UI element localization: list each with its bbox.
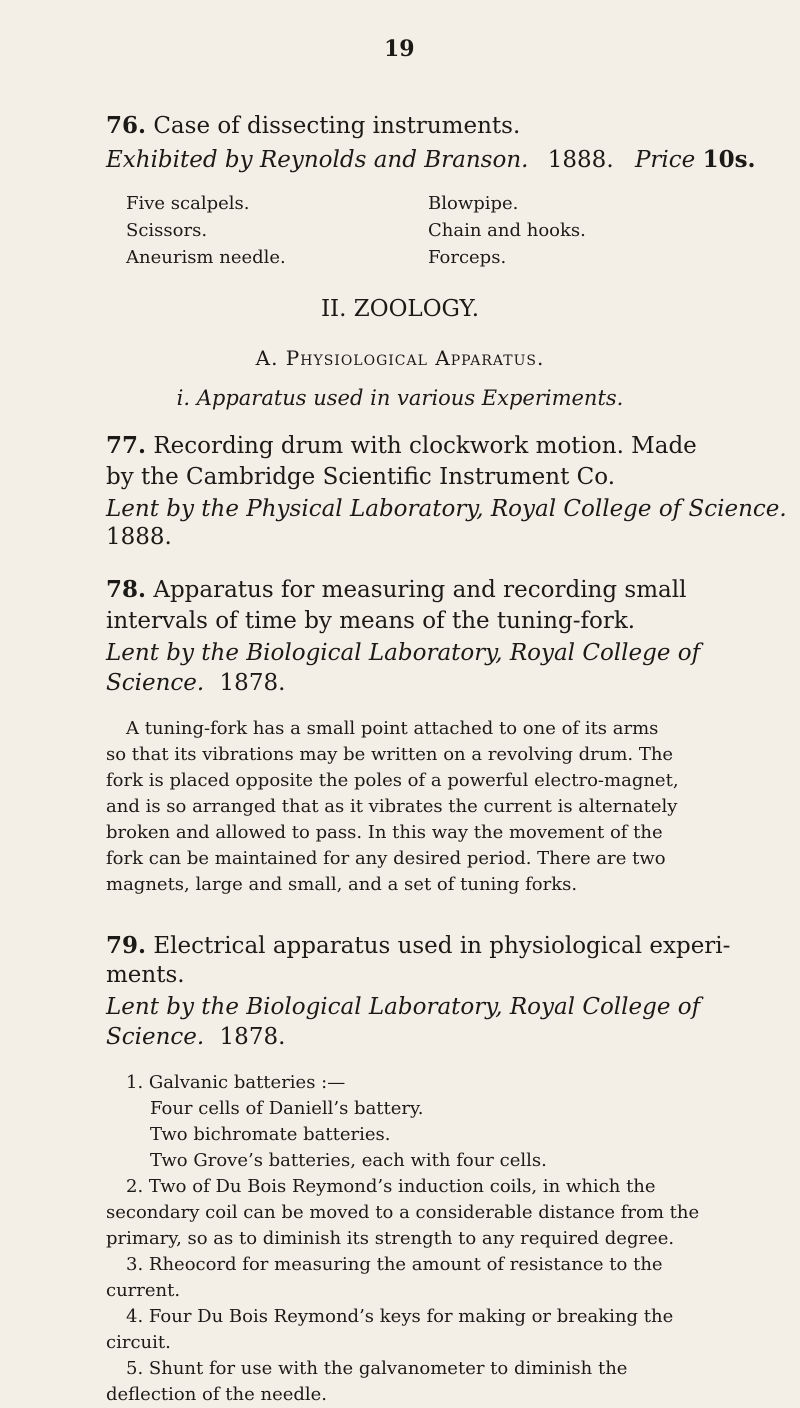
- list-item: primary, so as to diminish its strength to any required degree.: [106, 1228, 675, 1249]
- entry-76-exhibited: Exhibited by Reynolds and Branson.: [106, 147, 529, 173]
- entry-76-heading: [106, 112, 520, 139]
- entry-79-list: [106, 1070, 699, 1408]
- entry-76-price-label: Price: [634, 147, 696, 173]
- subsubsection-heading: i. Apparatus used in various Experiments.: [176, 386, 624, 410]
- list-item: Aneurism needle.: [126, 247, 286, 268]
- description-line: fork can be maintained for any desired period. There are two: [106, 848, 666, 869]
- entry-78-heading: [106, 576, 686, 603]
- entry-79-line2: ments.: [106, 962, 185, 988]
- entry-76-year: 1888.: [547, 147, 614, 173]
- entry-76-number: 76.: [106, 112, 147, 139]
- list-item: 5. Shunt for use with the galvanometer to diminish the: [126, 1358, 628, 1379]
- entry-76-price-value: 10s.: [702, 146, 756, 173]
- entry-77-line1: Recording drum with clockwork motion. Made: [153, 433, 697, 459]
- entry-78-year: 1878.: [219, 670, 286, 696]
- description-line: A tuning-fork has a small point attached to one of its arms: [126, 718, 659, 739]
- entry-79-number: 79.: [106, 932, 147, 959]
- entry-79-line1: Electrical apparatus used in physiological experi-: [153, 933, 731, 959]
- entry-78-line1: Apparatus for measuring and recording small: [153, 577, 687, 603]
- entry-76-items-left: [126, 190, 286, 271]
- page-number: 19: [384, 36, 415, 62]
- entry-76-exhibited-line: [106, 146, 756, 173]
- section-heading: II. ZOOLOGY.: [320, 296, 480, 322]
- entry-76-items-right: [428, 190, 586, 271]
- list-item: 4. Four Du Bois Reymond’s keys for making or breaking the: [126, 1306, 674, 1327]
- entry-77-number: 77.: [106, 432, 147, 459]
- list-item: circuit.: [106, 1332, 171, 1353]
- entry-78-line2: intervals of time by means of the tuning-fork.: [106, 608, 636, 634]
- description-line: broken and allowed to pass. In this way the movement of the: [106, 822, 663, 843]
- list-item: Two Grove’s batteries, each with four cells.: [150, 1150, 547, 1171]
- list-item: Five scalpels.: [126, 193, 250, 214]
- entry-77-year: 1888.: [106, 524, 172, 550]
- list-item: Scissors.: [126, 220, 208, 241]
- entry-79-heading: [106, 932, 730, 959]
- entry-78-lent2-line: [106, 670, 285, 696]
- entry-77-heading: [106, 432, 697, 459]
- entry-77-line2: by the Cambridge Scientific Instrument Co.: [106, 464, 616, 490]
- entry-79-lent2-line: [106, 1024, 285, 1050]
- list-item: 3. Rheocord for measuring the amount of resistance to the: [126, 1254, 663, 1275]
- entry-78-lent1: Lent by the Biological Laboratory, Royal College of: [106, 640, 701, 666]
- description-line: and is so arranged that as it vibrates the current is alternately: [106, 796, 678, 817]
- list-item: 2. Two of Du Bois Reymond’s induction coils, in which the: [126, 1176, 656, 1197]
- list-item: secondary coil can be moved to a considerable distance from the: [106, 1202, 700, 1223]
- entry-78-number: 78.: [106, 576, 147, 603]
- list-item: current.: [106, 1280, 181, 1301]
- list-item: Chain and hooks.: [428, 220, 586, 241]
- description-line: fork is placed opposite the poles of a powerful electro-magnet,: [106, 770, 679, 791]
- entry-76-title: Case of dissecting instruments.: [153, 113, 521, 139]
- list-item: Blowpipe.: [428, 193, 519, 214]
- entry-79-year: 1878.: [219, 1024, 286, 1050]
- list-item: Forceps.: [428, 247, 507, 268]
- list-item: 1. Galvanic batteries :—: [126, 1072, 346, 1093]
- entry-79-lent2: Science.: [106, 1024, 205, 1050]
- description-line: so that its vibrations may be written on a revolving drum. The: [106, 744, 674, 765]
- entry-79-lent1: Lent by the Biological Laboratory, Royal College of: [106, 994, 701, 1020]
- entry-78-lent2: Science.: [106, 670, 205, 696]
- list-item: Two bichromate batteries.: [150, 1124, 391, 1145]
- list-item: Four cells of Daniell’s battery.: [150, 1098, 424, 1119]
- entry-78-description: [106, 716, 679, 898]
- subsection-heading: A. Physiological Apparatus.: [255, 346, 545, 370]
- entry-77-lent: Lent by the Physical Laboratory, Royal College of Science.: [106, 496, 787, 522]
- description-line: magnets, large and small, and a set of tuning forks.: [106, 874, 578, 895]
- list-item: deflection of the needle.: [106, 1384, 328, 1405]
